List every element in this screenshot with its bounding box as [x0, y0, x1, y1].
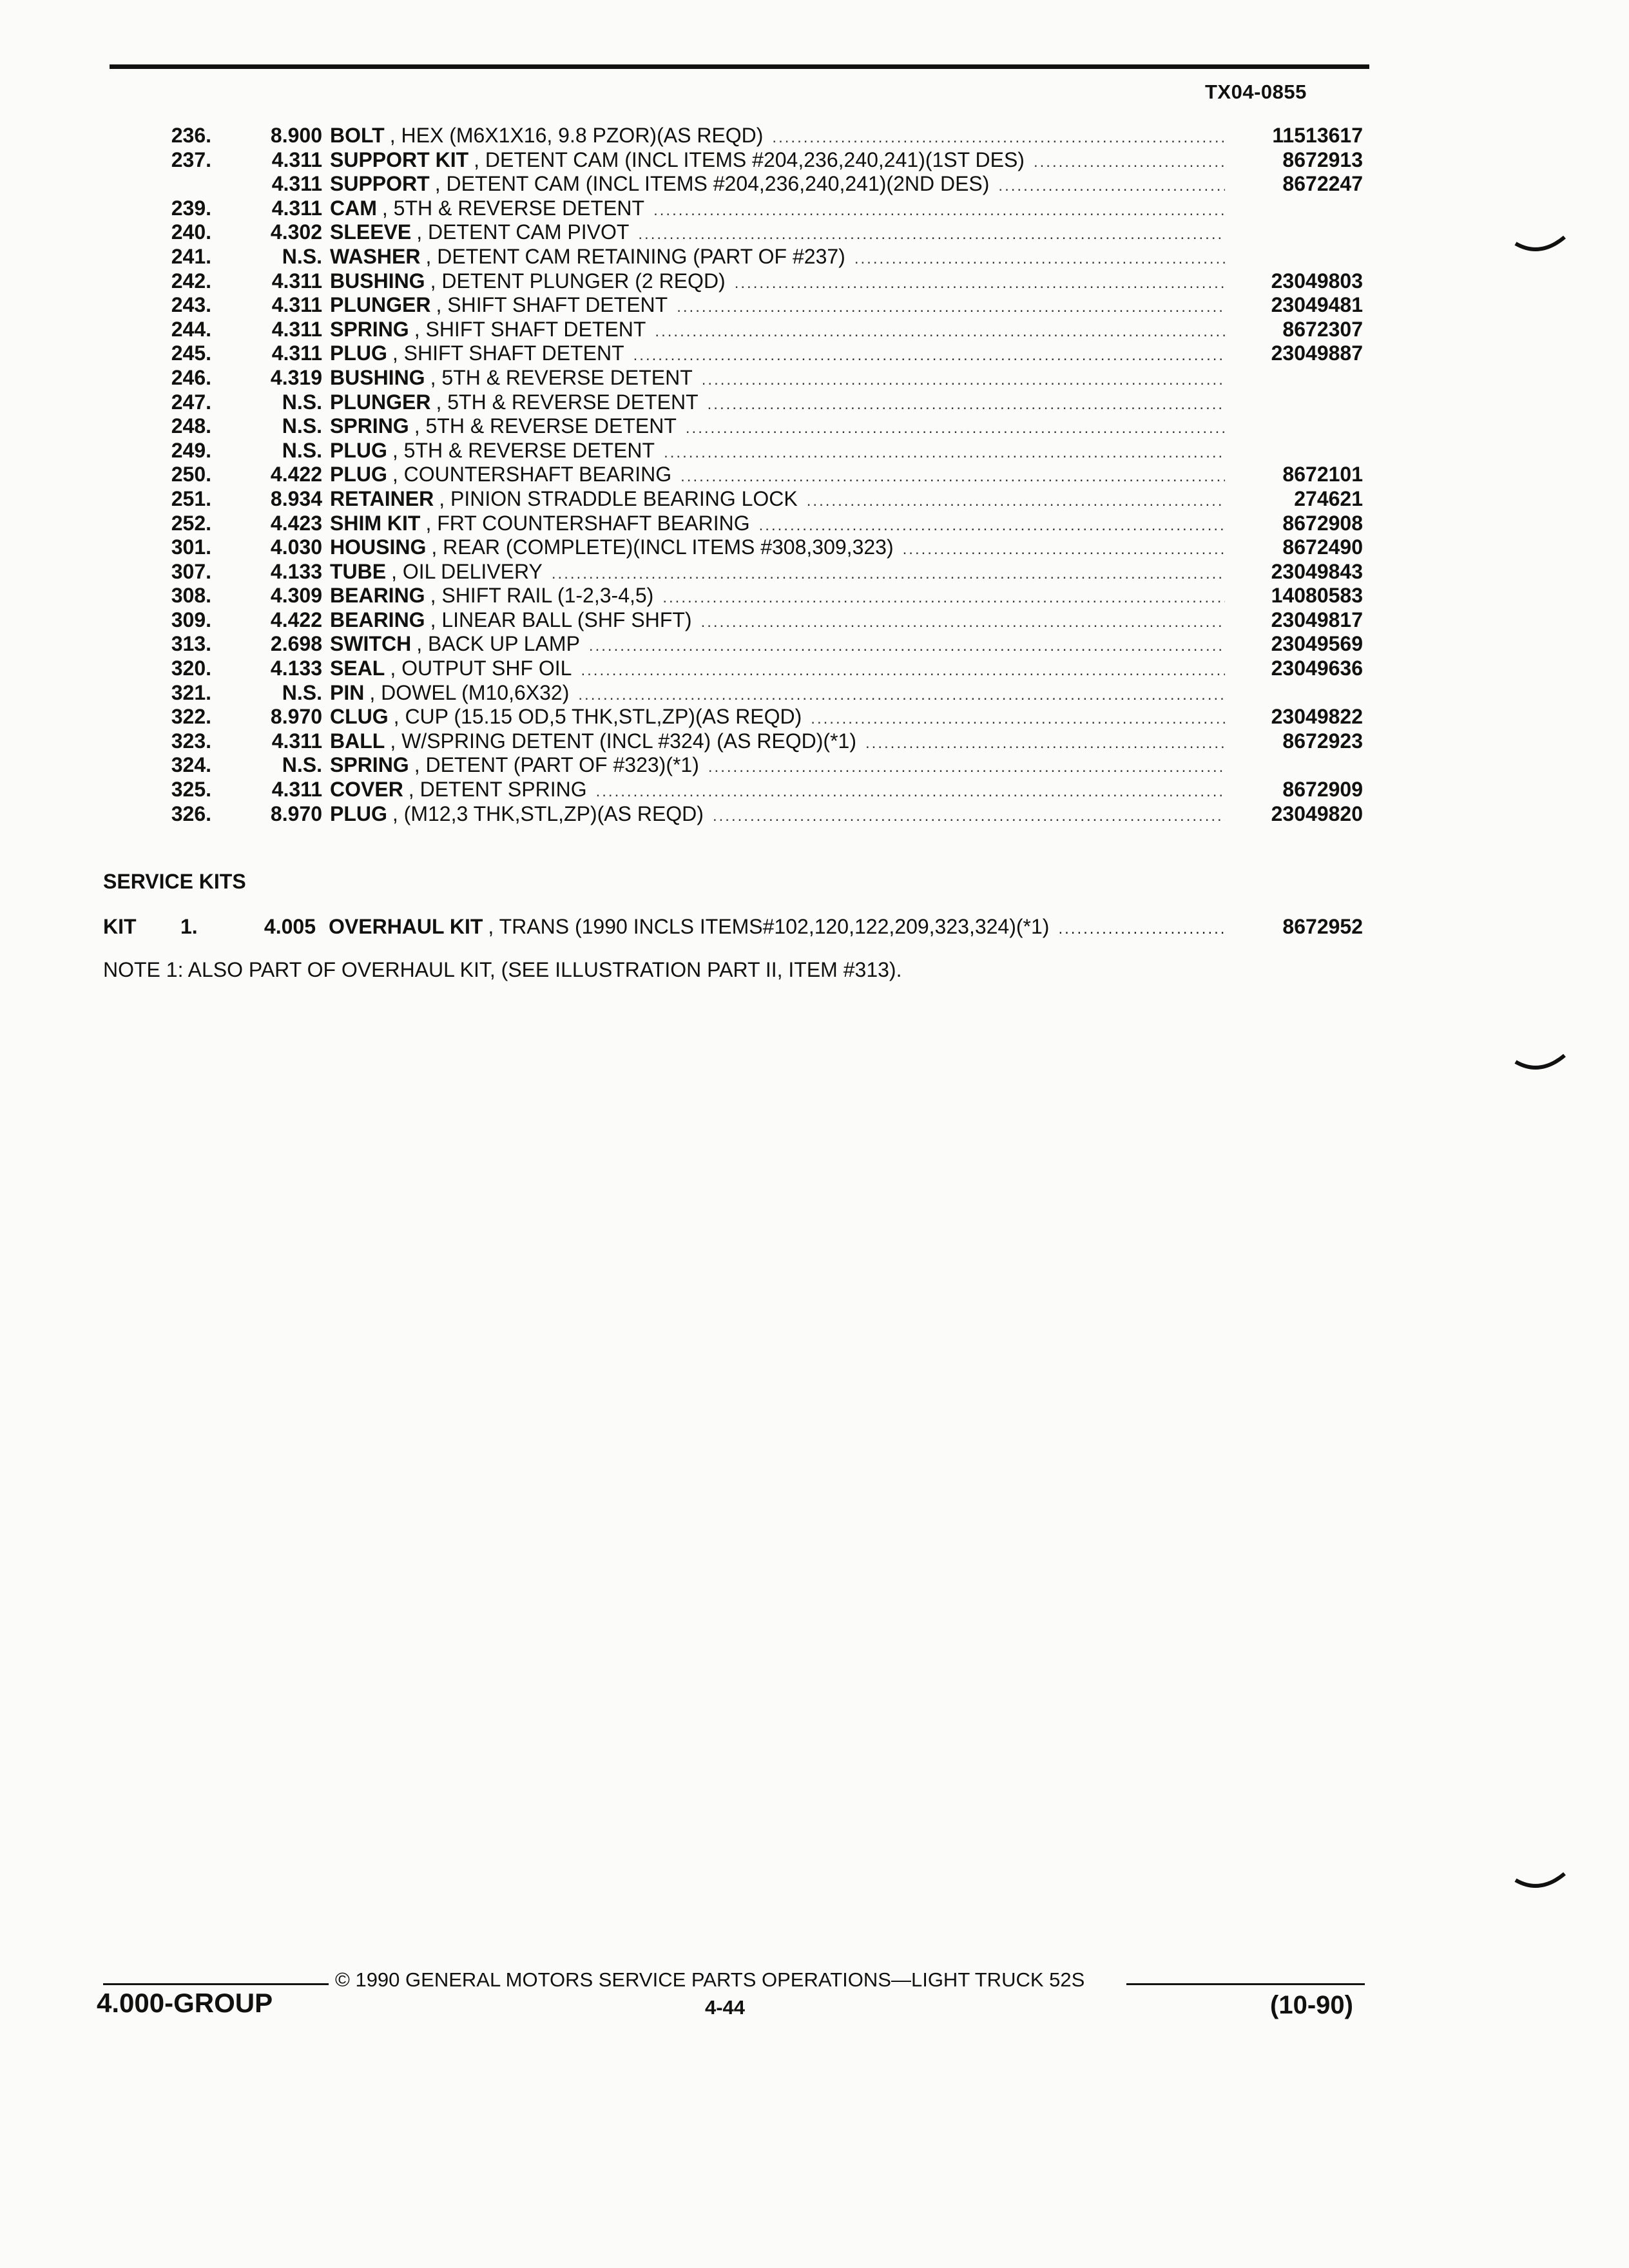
service-kit-row	[103, 914, 1363, 939]
dot-leader	[655, 320, 1225, 344]
part-number: 23049887	[1271, 341, 1363, 365]
part-row	[129, 414, 1363, 439]
part-row	[129, 318, 1363, 342]
part-name: COVER	[330, 778, 403, 802]
part-number: 23049843	[1271, 559, 1363, 583]
part-row	[129, 802, 1363, 827]
part-number: 11513617	[1272, 124, 1363, 147]
part-detail: , DETENT (PART OF #323)(*1)	[414, 753, 699, 777]
part-name: PLUNGER	[330, 390, 431, 414]
kit-label: KIT	[103, 915, 137, 938]
part-row	[129, 390, 1363, 415]
part-name: PLUG	[330, 802, 387, 825]
item-number: 250.	[171, 463, 211, 486]
kit-part-number: 8672952	[1282, 915, 1363, 938]
group-number: 4.311	[271, 196, 322, 220]
part-number: 8672909	[1282, 778, 1363, 802]
part-row	[129, 366, 1363, 390]
item-number: 248.	[171, 414, 211, 438]
item-number: 241.	[171, 244, 211, 268]
item-number: 323.	[171, 729, 211, 753]
margin-tick-mark	[1514, 232, 1566, 258]
footer-date: (10-90)	[1270, 1991, 1353, 2019]
part-description	[322, 172, 1363, 198]
group-number: 4.133	[270, 657, 322, 680]
dot-leader	[662, 586, 1225, 610]
kit-detail: , TRANS (1990 INCLS ITEMS#102,120,122,209,323,324)(*1)	[488, 915, 1050, 938]
group-number: 4.311	[271, 729, 322, 753]
dot-leader	[998, 174, 1225, 198]
item-number: 322.	[171, 705, 211, 729]
part-detail: , LINEAR BALL (SHF SHFT)	[430, 608, 692, 631]
note-text: NOTE 1: ALSO PART OF OVERHAUL KIT, (SEE ILLUSTRATION PART II, ITEM #313).	[103, 958, 902, 981]
part-detail: , SHIFT SHAFT DETENT	[436, 293, 668, 317]
part-description	[322, 705, 1363, 731]
part-description	[322, 414, 1363, 441]
part-name: SPRING	[330, 317, 409, 341]
part-detail: , OIL DELIVERY	[391, 559, 543, 583]
part-description	[322, 657, 1363, 683]
item-number: 249.	[171, 438, 211, 462]
dot-leader	[811, 707, 1225, 731]
part-description	[322, 318, 1363, 344]
group-number: 8.934	[270, 486, 322, 510]
part-name: SLEEVE	[330, 220, 412, 244]
part-name: SEAL	[330, 657, 385, 680]
item-number: 309.	[171, 608, 211, 631]
dot-leader	[677, 295, 1225, 320]
part-row	[129, 293, 1363, 318]
group-number: 4.422	[270, 608, 322, 631]
part-name: SPRING	[330, 753, 409, 777]
part-number: 23049822	[1271, 705, 1363, 729]
dot-leader	[552, 562, 1225, 586]
part-name: BUSHING	[330, 365, 425, 389]
part-row	[129, 220, 1363, 245]
item-number: 236.	[171, 124, 211, 147]
dot-leader	[1034, 150, 1225, 175]
item-number: 240.	[171, 220, 211, 244]
part-detail: , DETENT CAM (INCL ITEMS #204,236,240,241)(2ND DES)	[434, 172, 990, 196]
group-number: 4.311	[271, 293, 322, 317]
part-name: PLUG	[330, 463, 387, 486]
service-kits-title: SERVICE KITS	[103, 870, 246, 893]
part-name: PLUG	[330, 438, 387, 462]
part-detail: , W/SPRING DETENT (INCL #324) (AS REQD)(*1)	[390, 729, 856, 753]
part-detail: , 5TH & REVERSE DETENT	[392, 438, 655, 462]
margin-tick-mark	[1514, 1869, 1566, 1894]
part-detail: , OUTPUT SHF OIL	[390, 657, 572, 680]
part-detail: , DETENT CAM (INCL ITEMS #204,236,240,241)(1ST DES)	[474, 148, 1025, 171]
part-name: HOUSING	[330, 535, 427, 559]
part-row	[129, 463, 1363, 487]
group-number: 8.900	[270, 124, 322, 147]
part-name: CLUG	[330, 705, 389, 729]
part-detail: , SHIFT SHAFT DETENT	[392, 341, 624, 365]
item-number: 239.	[171, 196, 211, 220]
part-number: 8672908	[1282, 511, 1363, 535]
item-number: 244.	[171, 317, 211, 341]
part-description	[322, 535, 1363, 562]
item-number: 252.	[171, 511, 211, 535]
part-description	[322, 269, 1363, 296]
part-description	[322, 293, 1363, 320]
footer-rule-left	[103, 1983, 329, 1985]
group-number: N.S.	[282, 244, 322, 268]
part-row	[129, 124, 1363, 148]
dot-leader	[664, 441, 1225, 465]
group-number: 4.302	[270, 220, 322, 244]
part-description	[322, 608, 1363, 635]
part-name: CAM	[330, 196, 377, 220]
part-name: SUPPORT	[330, 172, 430, 196]
part-description	[322, 802, 1363, 829]
part-row	[129, 197, 1363, 221]
part-description	[322, 560, 1363, 586]
kit-group: 4.005	[264, 915, 316, 938]
part-detail: , COUNTERSHAFT BEARING	[392, 463, 672, 486]
item-number: 242.	[171, 269, 211, 293]
part-detail: , DETENT CAM RETAINING (PART OF #237)	[425, 244, 845, 268]
footer-rule-right	[1126, 1983, 1365, 1985]
footer-page-number: 4-44	[704, 1996, 746, 2019]
group-number: 8.970	[270, 705, 322, 729]
part-number: 8672490	[1282, 535, 1363, 559]
group-number: N.S.	[282, 390, 322, 414]
part-description	[322, 220, 1363, 247]
part-detail: , PINION STRADDLE BEARING LOCK	[439, 486, 798, 510]
dot-leader	[686, 416, 1225, 441]
dot-leader	[854, 247, 1225, 271]
group-number: N.S.	[282, 414, 322, 438]
group-number: 4.311	[271, 778, 322, 802]
part-name: SHIM KIT	[330, 511, 421, 535]
part-description	[322, 124, 1363, 150]
part-row	[129, 341, 1363, 366]
part-row	[129, 705, 1363, 729]
part-row	[129, 535, 1363, 560]
item-number: 247.	[171, 390, 211, 414]
group-number: 4.311	[271, 269, 322, 293]
document-code: TX04-0855	[1205, 81, 1307, 103]
item-number: 324.	[171, 753, 211, 777]
part-description	[322, 681, 1363, 707]
part-description	[322, 463, 1363, 489]
part-description	[322, 512, 1363, 538]
part-name: PLUNGER	[330, 293, 431, 317]
dot-leader	[701, 610, 1225, 635]
part-row	[129, 560, 1363, 584]
dot-leader	[713, 804, 1225, 829]
part-description	[322, 245, 1363, 271]
part-name: SWITCH	[330, 632, 412, 656]
dot-leader	[807, 489, 1225, 514]
part-number: 8672923	[1282, 729, 1363, 753]
group-number: N.S.	[282, 753, 322, 777]
part-name: RETAINER	[330, 486, 434, 510]
part-name: BUSHING	[330, 269, 425, 293]
part-description	[322, 753, 1363, 780]
part-detail: , DETENT PLUNGER (2 REQD)	[430, 269, 726, 293]
kit-number: 1.	[180, 915, 198, 938]
item-number: 307.	[171, 559, 211, 583]
part-detail: , SHIFT RAIL (1-2,3-4,5)	[430, 584, 654, 608]
part-row	[129, 512, 1363, 536]
parts-list	[129, 124, 1363, 826]
part-description	[322, 632, 1363, 658]
group-number: 4.423	[270, 511, 322, 535]
dot-leader	[638, 222, 1225, 247]
part-name: BEARING	[330, 584, 425, 608]
part-row	[129, 632, 1363, 657]
part-description	[322, 390, 1363, 417]
part-description	[322, 584, 1363, 610]
part-detail: , FRT COUNTERSHAFT BEARING	[425, 511, 750, 535]
group-number: 2.698	[270, 632, 322, 656]
dot-leader	[702, 368, 1225, 392]
item-number: 251.	[171, 486, 211, 510]
part-number: 23049803	[1271, 269, 1363, 293]
part-row	[129, 487, 1363, 512]
part-description	[322, 366, 1363, 392]
part-row	[129, 269, 1363, 294]
part-number: 8672247	[1282, 172, 1363, 196]
part-number: 8672101	[1282, 463, 1363, 486]
group-number: 4.311	[271, 148, 322, 171]
part-detail: , DETENT SPRING	[408, 778, 587, 802]
dot-leader	[708, 755, 1225, 780]
part-number: 23049820	[1271, 802, 1363, 825]
item-number: 313.	[171, 632, 211, 656]
item-number: 245.	[171, 341, 211, 365]
part-name: PIN	[330, 680, 365, 704]
part-row	[129, 681, 1363, 706]
part-description	[322, 341, 1363, 368]
part-detail: , SHIFT SHAFT DETENT	[414, 317, 646, 341]
part-row	[129, 778, 1363, 802]
dot-leader	[596, 780, 1225, 804]
part-detail: , (M12,3 THK,STL,ZP)(AS REQD)	[392, 802, 704, 825]
dot-leader	[735, 271, 1225, 296]
part-name: SUPPORT KIT	[330, 148, 469, 171]
part-row	[129, 439, 1363, 463]
part-number: 23049481	[1271, 293, 1363, 317]
dot-leader	[708, 392, 1225, 417]
group-number: 4.030	[270, 535, 322, 559]
group-number: 4.133	[270, 559, 322, 583]
part-row	[129, 245, 1363, 269]
part-detail: , 5TH & REVERSE DETENT	[436, 390, 699, 414]
group-number: 4.311	[271, 341, 322, 365]
group-number: 4.311	[271, 317, 322, 341]
dot-leader	[772, 126, 1225, 150]
dot-leader	[578, 683, 1225, 707]
item-number: 243.	[171, 293, 211, 317]
part-name: BALL	[330, 729, 385, 753]
part-name: BOLT	[330, 124, 385, 147]
part-detail: , HEX (M6X1X16, 9.8 PZOR)(AS REQD)	[389, 124, 764, 147]
part-row	[129, 148, 1363, 173]
part-description	[322, 148, 1363, 175]
part-number: 23049636	[1271, 657, 1363, 680]
part-row	[129, 172, 1363, 197]
dot-leader	[680, 465, 1225, 489]
dot-leader	[865, 731, 1225, 756]
group-number: 8.970	[270, 802, 322, 825]
item-number: 321.	[171, 680, 211, 704]
item-number: 301.	[171, 535, 211, 559]
group-number: 4.319	[270, 365, 322, 389]
part-detail: , DOWEL (M10,6X32)	[369, 680, 570, 704]
group-number: 4.422	[270, 463, 322, 486]
part-description	[322, 487, 1363, 514]
dot-leader	[903, 537, 1225, 562]
item-number: 326.	[171, 802, 211, 825]
kit-description	[321, 914, 1363, 942]
part-row	[129, 608, 1363, 633]
part-number: 8672913	[1282, 148, 1363, 171]
kit-name: OVERHAUL KIT	[329, 915, 483, 938]
part-number: 23049569	[1271, 632, 1363, 656]
part-description	[322, 729, 1363, 756]
part-row	[129, 729, 1363, 754]
group-number: N.S.	[282, 438, 322, 462]
item-number: 246.	[171, 365, 211, 389]
part-number: 8672307	[1282, 317, 1363, 341]
part-name: SPRING	[330, 414, 409, 438]
part-description	[322, 197, 1363, 223]
group-number: N.S.	[282, 680, 322, 704]
part-number: 23049817	[1271, 608, 1363, 631]
part-name: BEARING	[330, 608, 425, 631]
group-number: 4.309	[270, 584, 322, 608]
part-detail: , CUP (15.15 OD,5 THK,STL,ZP)(AS REQD)	[393, 705, 802, 729]
dot-leader	[633, 343, 1225, 368]
part-detail: , BACK UP LAMP	[416, 632, 580, 656]
part-name: WASHER	[330, 244, 421, 268]
part-row	[129, 584, 1363, 608]
item-number: 237.	[171, 148, 211, 171]
group-number: 4.311	[271, 172, 322, 196]
part-name: TUBE	[330, 559, 387, 583]
top-rule	[110, 64, 1369, 69]
footer-copyright: © 1990 GENERAL MOTORS SERVICE PARTS OPERATIONS—LIGHT TRUCK 52S	[335, 1968, 1085, 1991]
part-name: PLUG	[330, 341, 387, 365]
part-detail: , 5TH & REVERSE DETENT	[430, 365, 693, 389]
margin-tick-mark	[1514, 1050, 1566, 1076]
part-detail: , 5TH & REVERSE DETENT	[381, 196, 645, 220]
item-number: 325.	[171, 778, 211, 802]
part-number: 14080583	[1271, 584, 1363, 608]
part-row	[129, 657, 1363, 681]
part-description	[322, 778, 1363, 804]
part-detail: , REAR (COMPLETE)(INCL ITEMS #308,309,323)	[431, 535, 894, 559]
part-number: 274621	[1294, 486, 1363, 510]
part-detail: , DETENT CAM PIVOT	[416, 220, 630, 244]
part-row	[129, 753, 1363, 778]
item-number: 320.	[171, 657, 211, 680]
part-detail: , 5TH & REVERSE DETENT	[414, 414, 677, 438]
dot-leader	[759, 514, 1225, 538]
dot-leader	[589, 634, 1225, 658]
footer-group: 4.000-GROUP	[97, 1988, 273, 2018]
item-number: 308.	[171, 584, 211, 608]
dot-leader	[581, 658, 1225, 683]
part-description	[322, 439, 1363, 465]
dot-leader	[1058, 916, 1225, 942]
dot-leader	[653, 198, 1225, 223]
